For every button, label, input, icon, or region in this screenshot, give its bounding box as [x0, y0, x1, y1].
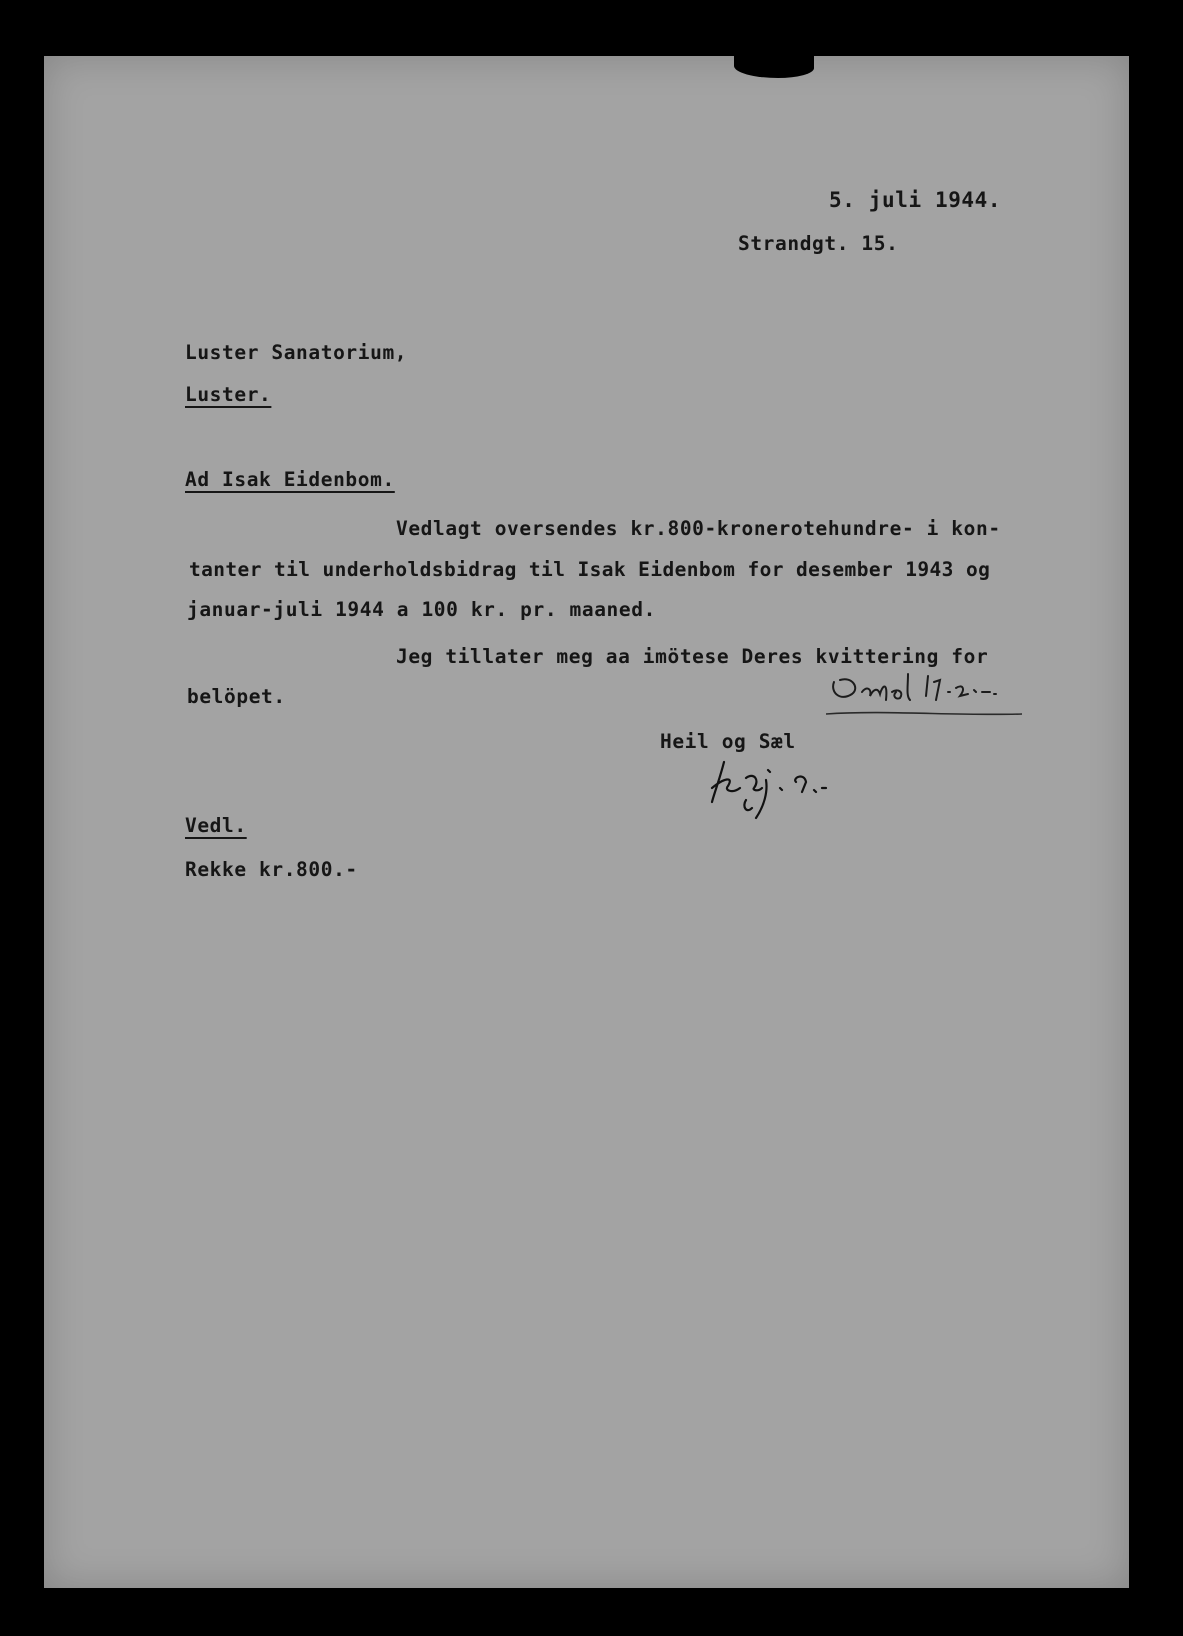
body-line-2: tanter til underholdsbidrag til Isak Eidenbom for desember 1943 og	[189, 558, 991, 581]
page-tear	[734, 56, 814, 78]
body-line-3: januar-juli 1944 a 100 kr. pr. maaned.	[187, 598, 656, 621]
enclosure-label: Vedl.	[185, 814, 247, 837]
recipient-place: Luster.	[185, 383, 272, 406]
letter-date: 5. juli 1944.	[829, 188, 1002, 212]
recipient-name: Luster Sanatorium,	[185, 341, 408, 364]
letter-subject: Ad Isak Eidenbom.	[185, 468, 395, 491]
enclosure-item: Rekke kr.800.-	[185, 858, 358, 881]
body-line-4: Jeg tillater meg aa imötese Deres kvittering for	[396, 645, 989, 668]
body-line-5: belöpet.	[187, 685, 286, 708]
closing: Heil og Sæl	[660, 730, 796, 753]
sender-address: Strandgt. 15.	[738, 232, 899, 255]
body-line-1: Vedlagt oversendes kr.800-kronerotehundre- i kon-	[396, 517, 1001, 540]
